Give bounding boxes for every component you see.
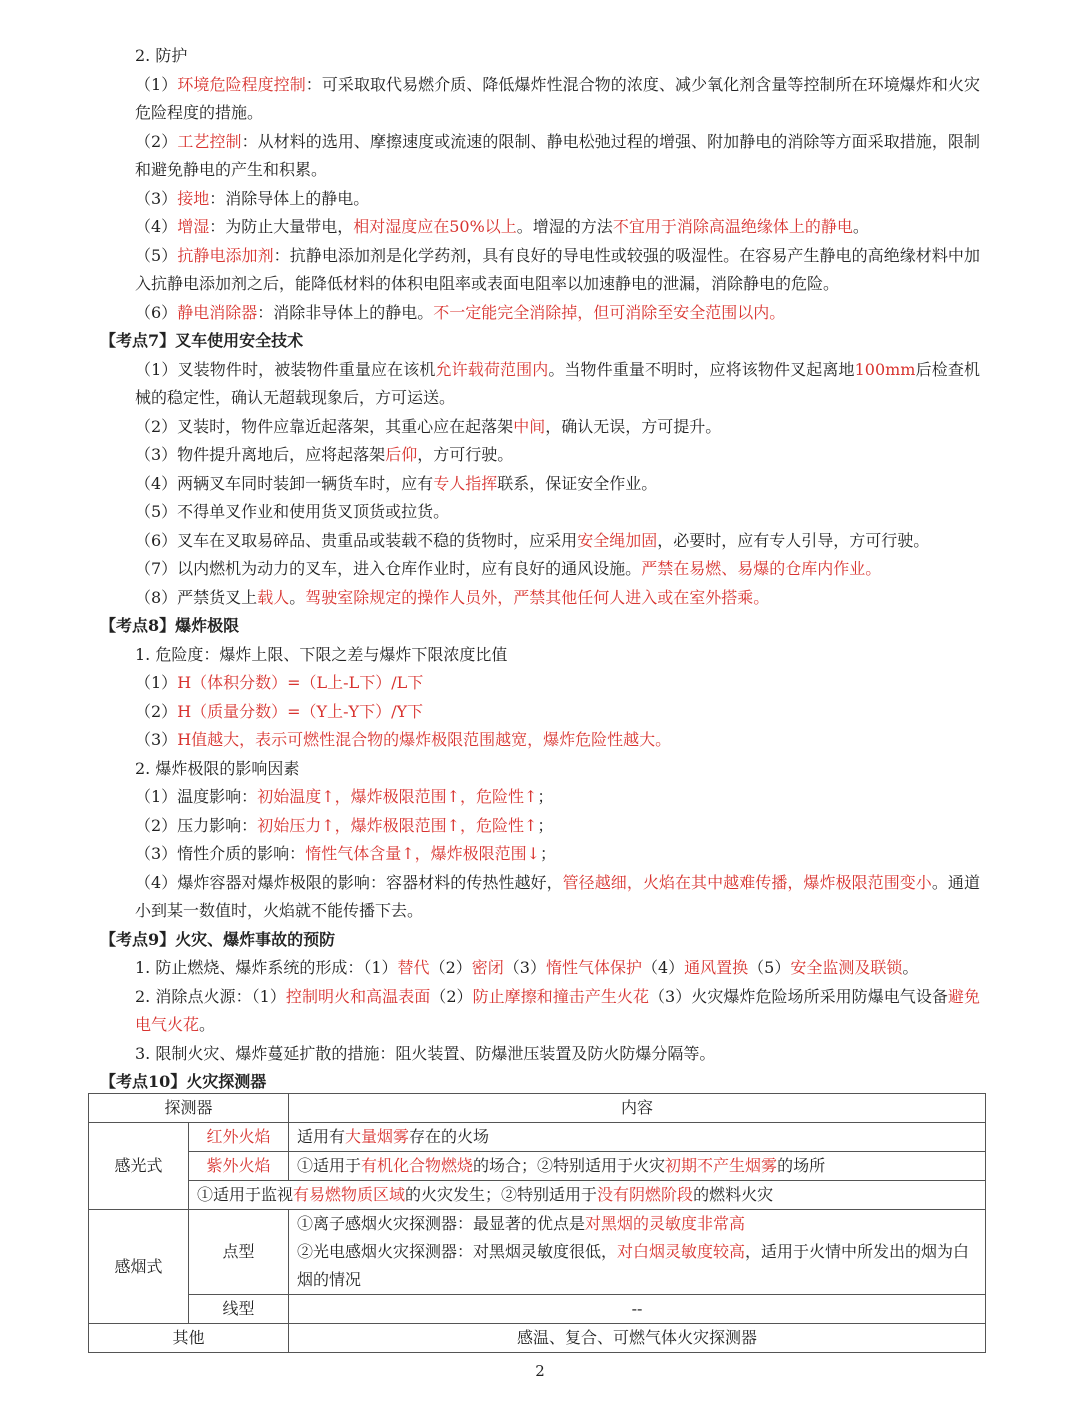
table-cell-line: ①离子感烟火灾探测器：最显著的优点是对黑烟的灵敏度非常高 — [297, 1214, 746, 1233]
paragraph: （2）叉装时，物件应靠近起落架，其重心应在起落架中间，确认无误，方可提升。 — [135, 416, 722, 436]
formula-line: （2）H（质量分数）=（Y上-Y下）/Y下 — [135, 701, 424, 721]
table-cell-content: ①适用于监视有易燃物质区域的火灾发生；②特别适用于没有阴燃阶段的燃料火灾 — [189, 1181, 986, 1210]
table-row — [89, 1210, 986, 1295]
paragraph: （3）惰性介质的影响：惰性气体含量↑，爆炸极限范围↓； — [135, 844, 557, 863]
paragraph: （3）物件提升离地后，应将起落架后仰，方可行驶。 — [135, 445, 514, 464]
table-cell-type: 点型 — [189, 1210, 289, 1295]
table-cell-content: 适用有大量烟雾存在的火场 — [289, 1123, 986, 1152]
table-row — [89, 1152, 986, 1181]
paragraph: （4）两辆叉车同时装卸一辆货车时，应有专人指挥联系，保证安全作业。 — [135, 473, 658, 493]
topic-heading: 【考点9】火灾、爆炸事故的预防 — [100, 929, 336, 949]
table-cell-category: 其他 — [89, 1324, 289, 1353]
paragraph: （3）接地：消除导体上的静电。 — [135, 188, 370, 208]
topic-heading: 【考点10】火灾探测器 — [100, 1072, 267, 1091]
table-cell-content: 感温、复合、可燃气体火灾探测器 — [289, 1324, 986, 1353]
section-heading: 2. 爆炸极限的影响因素 — [135, 758, 300, 778]
paragraph: （6）叉车在叉取易碎品、贵重品或装载不稳的货物时，应采用安全绳加固，必要时，应有专人引导，方可行驶。 — [135, 530, 930, 550]
table-cell-category: 感烟式 — [89, 1210, 189, 1324]
table-header-row — [89, 1094, 986, 1123]
table-cell-type: 线型 — [189, 1295, 289, 1324]
table-cell-type: 紫外火焰 — [189, 1152, 289, 1181]
table-row — [89, 1324, 986, 1353]
paragraph: （8）严禁货叉上载人。驾驶室除规定的操作人员外，严禁其他任何人进入或在室外搭乘。 — [135, 587, 770, 607]
table-cell-content: -- — [289, 1295, 986, 1324]
topic-heading: 【考点7】叉车使用安全技术 — [100, 331, 304, 350]
table-row — [89, 1181, 986, 1210]
table-cell-type: 红外火焰 — [189, 1123, 289, 1152]
paragraph: （1）叉装物件时，被装物件重量应在该机允许载荷范围内。当物件重量不明时，应将该物件叉起离地100mm后检查机械的稳定性，确认无超载现象后，方可运送。 — [135, 359, 980, 407]
paragraph: 3. 限制火灾、爆炸蔓延扩散的措施：阻火装置、防爆泄压装置及防火防爆分隔等。 — [135, 1043, 716, 1063]
table-cell-category: 感光式 — [89, 1123, 189, 1210]
paragraph: （5）抗静电添加剂：抗静电添加剂是化学药剂，具有良好的导电性或较强的吸湿性。在容易产生静电的高绝缘材料中加入抗静电添加剂之后，能降低材料的体积电阻率或表面电阻率以加速静电的泄漏，消除静电的危险。 — [135, 245, 980, 293]
table-cell-content: ①适用于有机化合物燃烧的场合；②特别适用于火灾初期不产生烟雾的场所 — [289, 1152, 986, 1181]
topic-heading: 【考点8】爆炸极限 — [100, 616, 240, 635]
table-header-cell: 内容 — [289, 1094, 986, 1123]
paragraph: （1）环境危险程度控制：可采取取代易燃介质、降低爆炸性混合物的浓度、减少氧化剂含量等控制所在环境爆炸和火灾危险程度的措施。 — [135, 74, 980, 122]
table-header-cell: 探测器 — [89, 1094, 289, 1123]
section-heading: 1. 危险度：爆炸上限、下限之差与爆炸下限浓度比值 — [135, 644, 508, 664]
detector-table — [88, 1093, 986, 1353]
table-row — [89, 1295, 986, 1324]
paragraph: （4）爆炸容器对爆炸极限的影响：容器材料的传热性越好，管径越细，火焰在其中越难传播，爆炸极限范围变小。通道小到某一数值时，火焰就不能传播下去。 — [135, 872, 980, 920]
paragraph: （7）以内燃机为动力的叉车，进入仓库作业时，应有良好的通风设施。严禁在易燃、易爆的仓库内作业。 — [135, 559, 882, 578]
table-row — [89, 1123, 986, 1152]
paragraph: （1）温度影响：初始温度↑，爆炸极限范围↑，危险性↑； — [135, 787, 554, 806]
table-cell-line: ②光电感烟火灾探测器：对黑烟灵敏度很低，对白烟灵敏度较高，适用于火情中所发出的烟为白烟的情况 — [297, 1242, 970, 1289]
table-cell-content — [289, 1210, 986, 1295]
formula-line: （1）H（体积分数）=（L上-L下）/L下 — [135, 673, 424, 692]
paragraph: （4）增湿：为防止大量带电，相对湿度应在50%以上。增湿的方法不宜用于消除高温绝缘体上的静电。 — [135, 217, 869, 236]
paragraph: 2. 消除点火源：（1）控制明火和高温表面（2）防止摩擦和撞击产生火花（3）火灾爆炸危险场所采用防爆电气设备避免电气火花。 — [135, 986, 980, 1034]
page-number: 2 — [535, 1362, 545, 1380]
paragraph: （3）H值越大，表示可燃性混合物的爆炸极限范围越宽，爆炸危险性越大。 — [135, 730, 672, 749]
paragraph: 1. 防止燃烧、爆炸系统的形成：（1）替代（2）密闭（3）惰性气体保护（4）通风置换（5）安全监测及联锁。 — [135, 958, 919, 977]
document-page — [100, 42, 980, 1097]
paragraph: （2）工艺控制：从材料的选用、摩擦速度或流速的限制、静电松弛过程的增强、附加静电的消除等方面采取措施，限制和避免静电的产生和积累。 — [135, 131, 980, 179]
paragraph: （2）压力影响：初始压力↑，爆炸极限范围↑，危险性↑； — [135, 815, 554, 835]
paragraph: （6）静电消除器：消除非导体上的静电。不一定能完全消除掉，但可消除至安全范围以内。 — [135, 302, 786, 322]
section-heading: 2. 防护 — [135, 46, 188, 65]
paragraph: （5）不得单叉作业和使用货叉顶货或拉货。 — [135, 502, 450, 521]
